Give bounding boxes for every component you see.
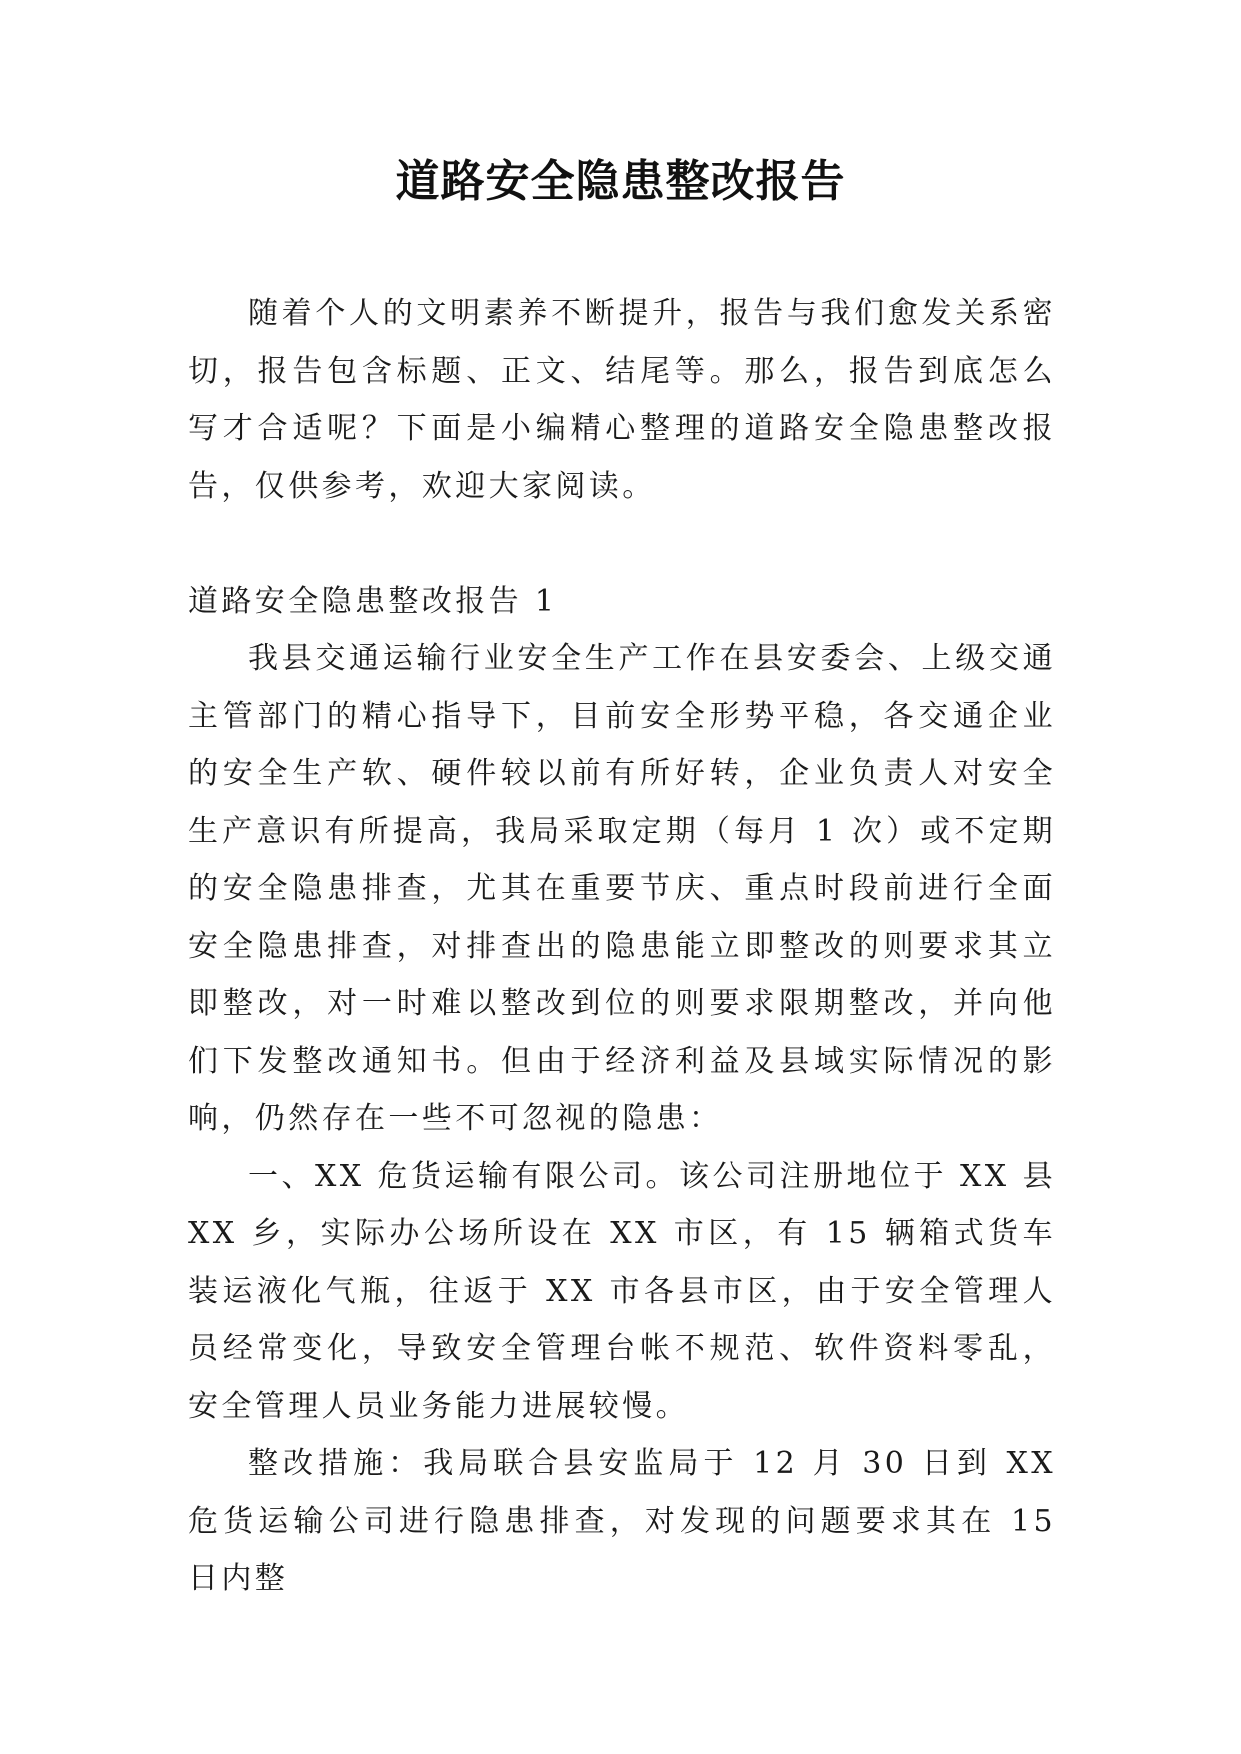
body-paragraph-overview: 我县交通运输行业安全生产工作在县安委会、上级交通主管部门的精心指导下，目前安全形势平稳，各交通企业的安全生产软、硬件较以前有所好转，企业负责人对安全生产意识有所提高，我局采取定期（每月 1 次）或不定期的安全隐患排查，尤其在重要节庆、重点时段前进行全面安全隐患排查，对排查出的隐患能立即整改的则要求其立即整改，对一时难以整改到位的则要求限期整改，并向他们下发整改通知书。但由于经济利益及县域实际情况的影响，仍然存在一些不可忽视的隐患： xyxy=(188,641,1056,1136)
body-paragraph-rectification: 整改措施：我局联合县安监局于 12 月 30 日到 XX 危货运输公司进行隐患排查，对发现的问题要求其在 15 日内整 xyxy=(188,1446,1056,1596)
document-body xyxy=(188,285,1056,1608)
document-title: 道路安全隐患整改报告 xyxy=(395,156,846,207)
body-paragraph-company-issue: 一、XX 危货运输有限公司。该公司注册地位于 XX 县 XX 乡，实际办公场所设在 XX 市区，有 15 辆箱式货车装运液化气瓶，往返于 XX 市各县市区，由于安全管理人员经常变化，导致安全管理台帐不规范、软件资料零乱，安全管理人员业务能力进展较慢。 xyxy=(188,1158,1056,1424)
paragraph-spacer xyxy=(188,515,1056,573)
section-heading: 道路安全隐患整改报告 1 xyxy=(188,583,558,619)
intro-paragraph: 随着个人的文明素养不断提升，报告与我们愈发关系密切，报告包含标题、正文、结尾等。那么，报告到底怎么写才合适呢？下面是小编精心整理的道路安全隐患整改报告，仅供参考，欢迎大家阅读。 xyxy=(188,296,1056,504)
